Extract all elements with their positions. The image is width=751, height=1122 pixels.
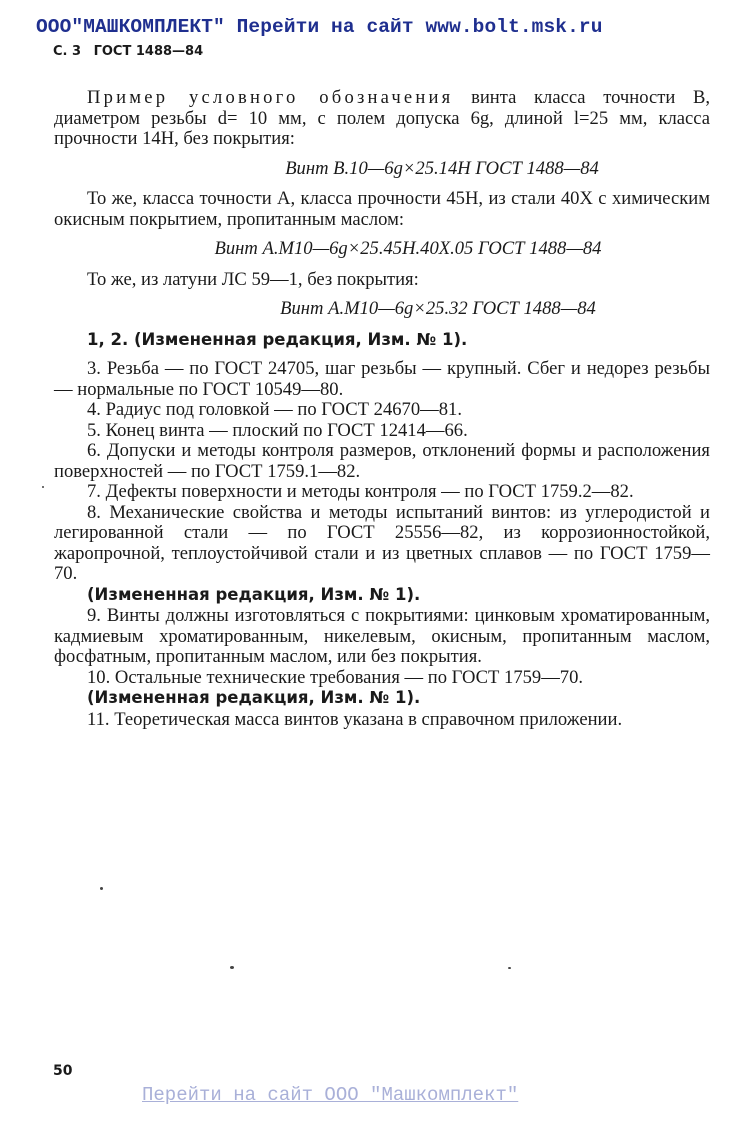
item-11: 11. Теоретическая масса винтов указана в справочном приложении. <box>87 708 623 730</box>
scan-speck <box>508 967 511 969</box>
scan-speck <box>100 887 103 890</box>
item-9: 9. Винты должны изготовляться с покрытиями: цинковым хроматированным, кадмиевым хроматированным, никелевым, окисным, пропитанным маслом, фосфатным, пропитанным маслом, или без покрытия. <box>54 605 710 667</box>
item-6: 6. Допуски и методы контроля размеров, отклонений формы и расположения поверхностей — по ГОСТ 1759.1—82. <box>54 440 710 482</box>
top-banner-link[interactable]: ООО"МАШКОМПЛЕКТ" Перейти на сайт www.bolt.msk.ru <box>36 16 603 38</box>
item-8: 8. Механические свойства и методы испытаний винтов: из углеродистой и легированной стали — по ГОСТ 25556—82, из коррозионностойкой, жаропрочной, теплоустойчивой стали и из цветных сплавов — по ГОСТ 1759—70. <box>54 501 710 584</box>
example-intro-rest: винта класса точности В, диаметром резьбы d= 10 мм, с полем допуска 6g, длиной l=25 мм, класса прочности 14Н, без покрытия: <box>54 87 710 149</box>
paragraph-same-2: То же, из латуни ЛС 59—1, без покрытия: <box>87 268 419 290</box>
scan-speck <box>230 966 234 969</box>
formula-1: Винт В.10—6g×25.14Н ГОСТ 1488—84 <box>285 157 599 179</box>
paragraph-same-1: То же, класса точности А, класса прочности 45Н, из стали 40Х с химическим окисным покрытием, пропитанным маслом: <box>54 188 710 230</box>
example-intro <box>54 88 710 150</box>
page-label: С. 3 <box>53 44 82 59</box>
item-10: 10. Остальные технические требования — по ГОСТ 1759—70. <box>87 666 584 688</box>
bottom-site-link[interactable]: Перейти на сайт ООО "Машкомплект" <box>142 1084 519 1106</box>
example-intro-spaced: Пример условного обозначения <box>87 87 454 108</box>
item-4: 4. Радиус под головкой — по ГОСТ 24670—81. <box>87 399 462 420</box>
change-note-3: (Измененная редакция, Изм. № 1). <box>87 688 421 707</box>
item-7: 7. Дефекты поверхности и методы контроля — по ГОСТ 1759.2—82. <box>87 481 634 502</box>
formula-3: Винт А.М10—6g×25.32 ГОСТ 1488—84 <box>280 298 596 319</box>
item-3: 3. Резьба — по ГОСТ 24705, шаг резьбы — крупный. Сбег и недорез резьбы — нормальные по ГОСТ 10549—80. <box>54 358 710 400</box>
item-5: 5. Конец винта — плоский по ГОСТ 12414—66. <box>87 419 468 441</box>
formula-2: Винт А.М10—6g×25.45Н.40Х.05 ГОСТ 1488—84 <box>214 238 602 259</box>
standard-code: ГОСТ 1488—84 <box>93 44 204 59</box>
change-note-2: (Измененная редакция, Изм. № 1). <box>87 584 421 604</box>
page-header <box>53 44 211 59</box>
page-number: 50 <box>53 1063 73 1079</box>
document-body <box>54 88 710 730</box>
scan-speck <box>42 486 44 488</box>
change-note-1: 1, 2. (Измененная редакция, Изм. № 1). <box>87 329 468 349</box>
